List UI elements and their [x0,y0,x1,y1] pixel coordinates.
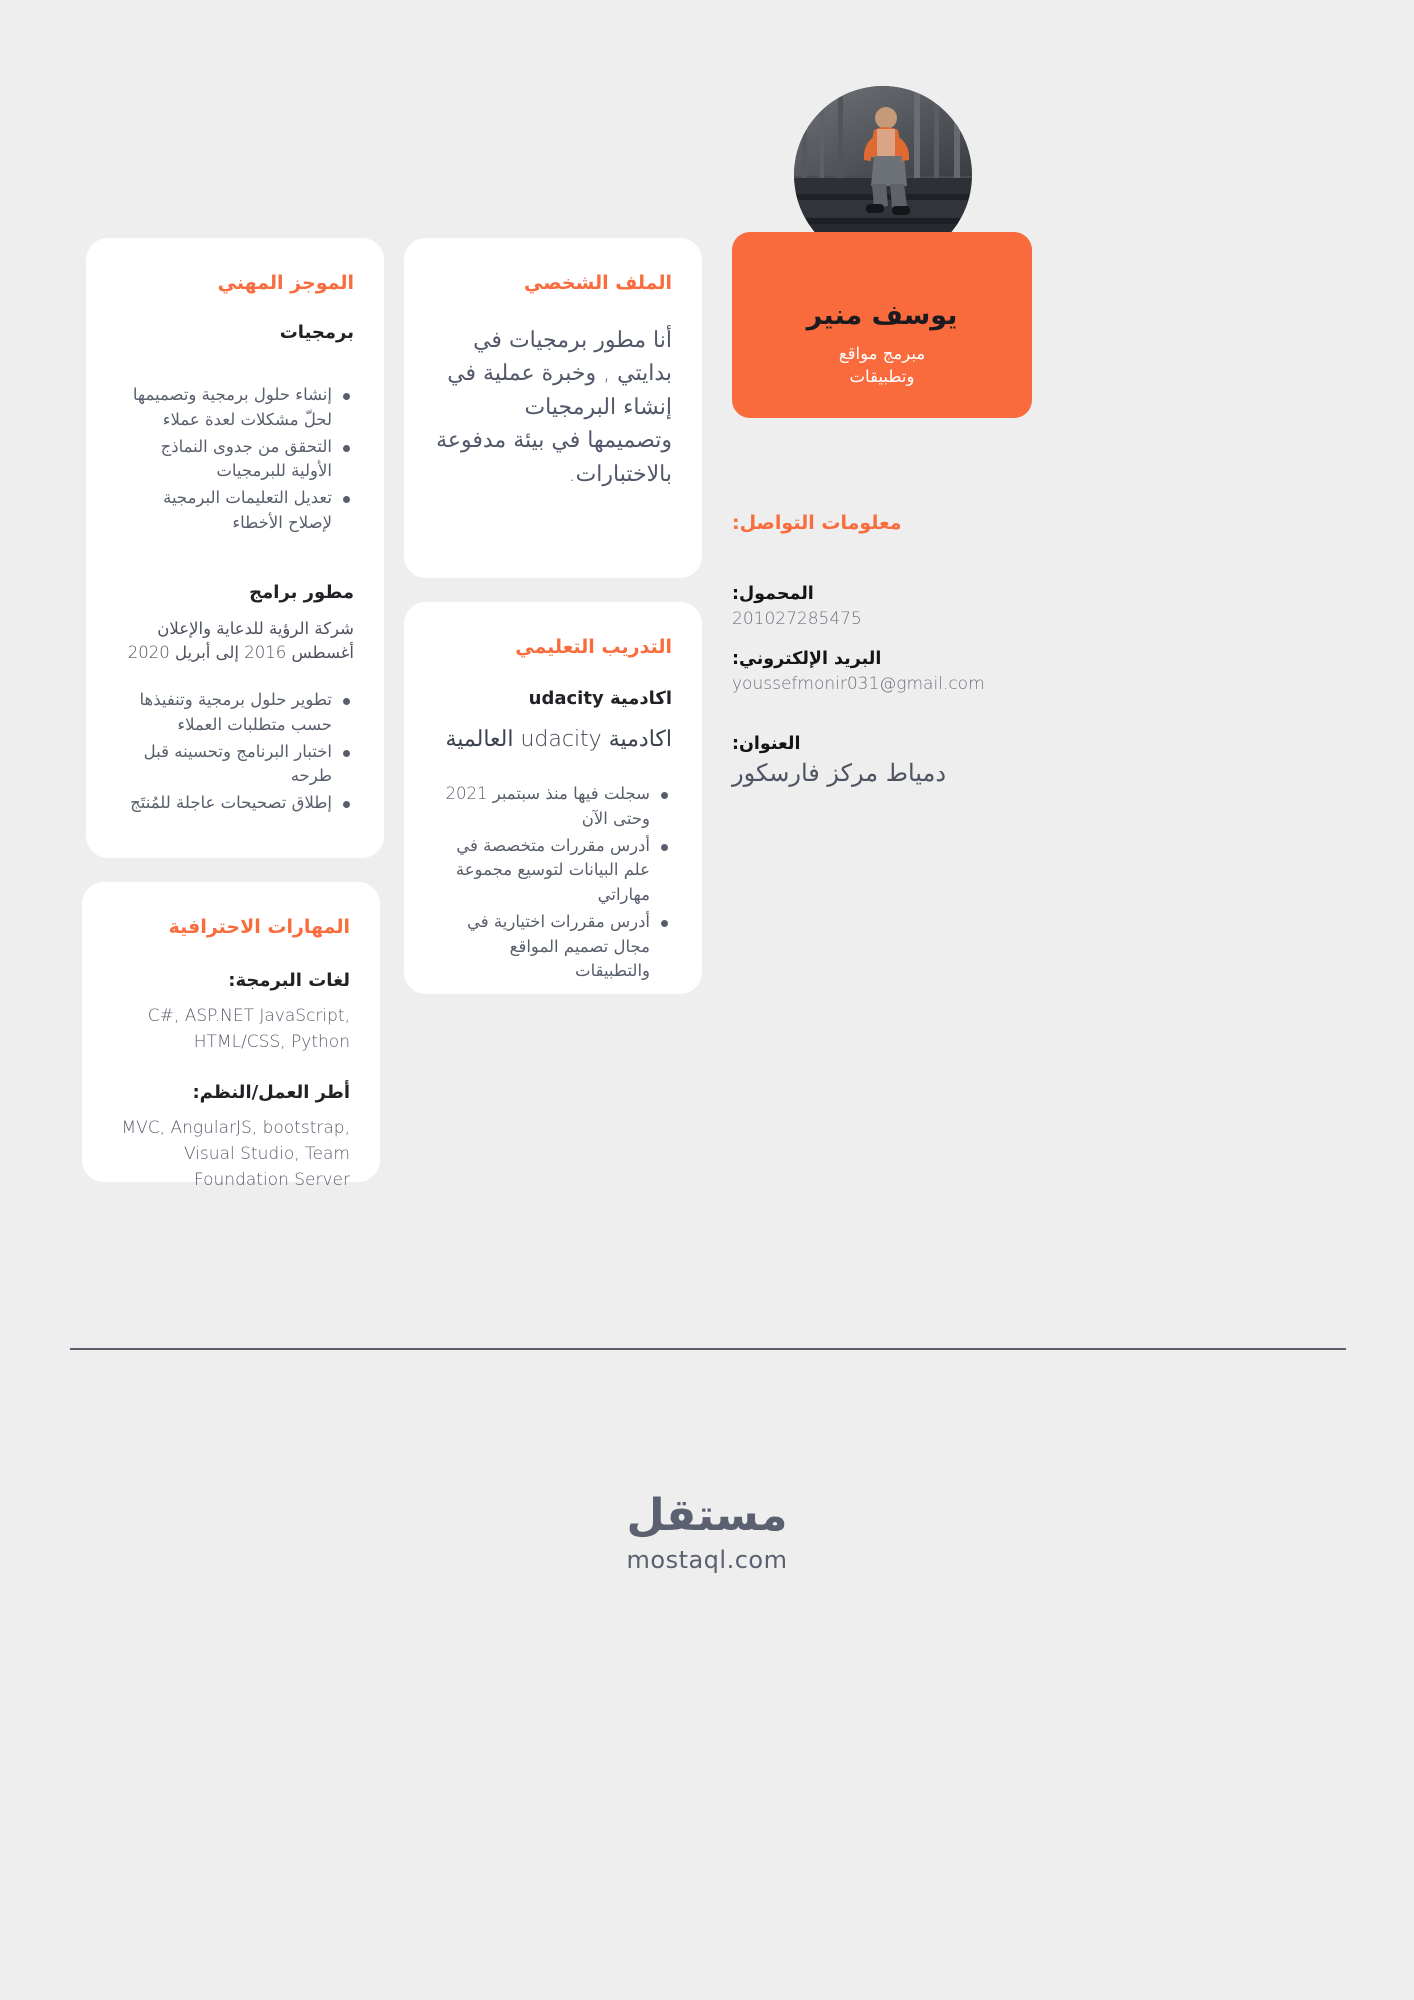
skills-group-label-1: أطر العمل/النظم: [192,1081,350,1103]
list-item: أدرس مقررات متخصصة في علم البيانات لتوسيع مجموعة مهاراتي [434,834,672,908]
contact-label-email: البريد الإلكتروني: [732,649,882,669]
contact-value-address: دمياط مركز فارسكور [732,759,947,787]
list-item: سجلت فيها منذ سبتمبر 2021 وحتى الآن [434,782,672,832]
contact-spacer [732,714,1032,734]
summary-role-1: برمجيات [279,322,354,343]
list-item: تعديل التعليمات البرمجية لإصلاح الأخطاء [116,486,354,536]
personal-profile-card [404,238,702,578]
horizontal-divider [70,1348,1346,1350]
list-item: التحقق من جدوى النماذج الأولية للبرمجيات [116,435,354,485]
list-item: تطوير حلول برمجية وتنفيذها حسب متطلبات العملاء [116,688,354,738]
profile-section-title: الملف الشخصي [523,272,672,294]
skills-group-value-0: C#, ASP.NET JavaScript, HTML/CSS, Python [147,1006,350,1053]
list-item: إطلاق تصحيحات عاجلة للمُنتَج [116,791,354,816]
contact-label-mobile: المحمول: [732,584,814,604]
summary-section-title: الموجز المهني [217,272,354,294]
skills-group-label-0: لغات البرمجة: [228,970,350,991]
job-title-line-2: وتطبيقات [849,366,915,386]
contact-value-mobile[interactable]: 201027285475 [732,609,862,629]
skills-group-value-1: MVC, AngularJS, bootstrap, Visual Studio, Team Foundation Server [121,1117,350,1191]
contact-info-block [732,512,1032,787]
job-title [839,343,925,388]
contact-heading: معلومات التواصل: [732,512,902,534]
skills-section-title: المهارات الاحترافية [168,916,350,938]
mostaql-wordmark-arabic: مستقل [626,1490,788,1541]
education-academy-name: اكادمية udacity العالمية [445,727,672,752]
professional-skills-card [82,882,380,1191]
education-academy-label: اكادمية udacity [528,688,672,709]
summary-bullets-1 [116,383,354,536]
contact-value-email[interactable]: youssefmonir031@gmail.com [732,674,985,694]
education-bullets [434,782,672,984]
summary-company: شركة الرؤية للدعاية والإعلان [157,618,354,638]
profile-body-text: أنا مطور برمجيات في بدايتي , وخبرة عملية في إنشاء البرمجيات وتصميمها في بيئة مدفوعة بالاختبارات. [436,328,672,487]
job-title-line-1: مبرمج مواقع [838,344,926,364]
list-item: إنشاء حلول برمجية وتصميمها لحلّ مشكلات لعدة عملاء [116,383,354,433]
list-item: أدرس مقررات اختيارية في مجال تصميم المواقع والتطبيقات [434,910,672,984]
education-section-title: التدريب التعليمي [515,636,672,658]
mostaql-logo [0,1490,1414,1574]
summary-dates: أغسطس 2016 إلى أبريل 2020 [127,643,354,663]
summary-role-2: مطور برامج [249,581,354,603]
list-item: اختبار البرنامج وتحسينه قبل طرحه [116,740,354,790]
professional-summary-card [86,238,384,858]
education-training-card [404,602,702,994]
name-plate [732,232,1032,418]
page-title: يوسف منير [806,300,958,332]
summary-bullets-2 [116,688,354,816]
contact-label-address: العنوان: [732,734,801,754]
mostaql-wordmark-latin: mostaql.com [626,1546,788,1574]
